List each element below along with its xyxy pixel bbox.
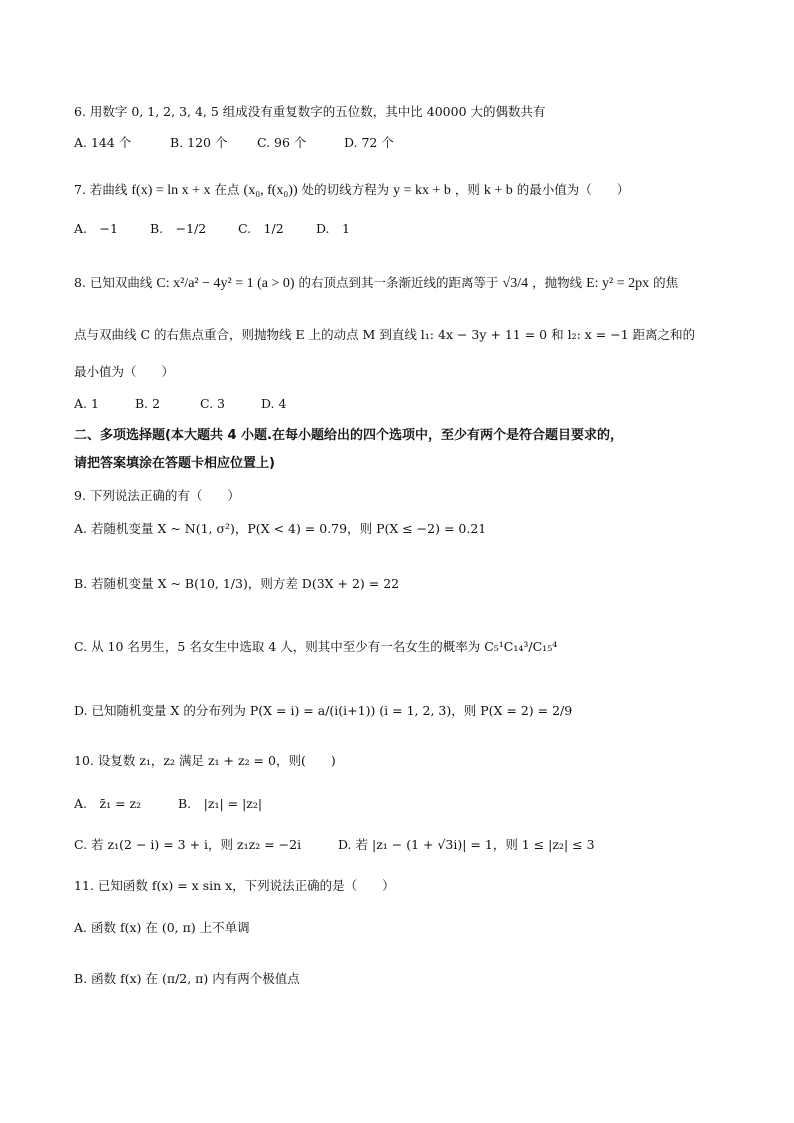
q10-option-c: C. 若 z₁(2 − i) = 3 + i，则 z₁z₂ = −2i bbox=[74, 837, 302, 852]
q10-option-d: D. 若 |z₁ − (1 + √3i)| = 1，则 1 ≤ |z₂| ≤ 3 bbox=[337, 837, 595, 852]
q8-options bbox=[74, 395, 286, 413]
q7-option-b: B. −1/2 bbox=[149, 221, 207, 236]
q9-option-d: D. 已知随机变量 X 的分布列为 P(X = i) = a/(i(i+1)) (i = 1, 2, 3)，则 P(X = 2) = 2/9 bbox=[74, 703, 573, 718]
q10-option-a: A. z̄₁ = z₂ bbox=[74, 796, 142, 811]
q9-stem: 9. 下列说法正确的有（ ） bbox=[74, 488, 240, 503]
q9-option-c: C. 从 10 名男生，5 名女生中选取 4 人，则其中至少有一名女生的概率为 C₅¹C₁₄³/C₁₅⁴ bbox=[74, 639, 558, 654]
q7-options bbox=[74, 220, 350, 238]
q8-parabola: E: y² = 2px bbox=[586, 276, 650, 291]
q11-option-a: A. 函数 f(x) 在 (0, π) 上不单调 bbox=[74, 920, 250, 935]
q7-tangent: y = kx + b bbox=[393, 183, 451, 198]
q10-options-cd bbox=[74, 836, 595, 854]
q8-option-a: A. 1 bbox=[74, 396, 99, 411]
q6-stem: 6. 用数字 0, 1, 2, 3, 4, 5 组成没有重复数字的五位数，其中比 40000 大的偶数共有 bbox=[74, 104, 546, 119]
q9-option-a: A. 若随机变量 X ~ N(1, σ²)，P(X < 4) = 0.79，则 P(X ≤ −2) = 0.21 bbox=[74, 521, 487, 536]
q8-stem-line3: 最小值为（ ） bbox=[74, 364, 175, 379]
q8-option-b: B. 2 bbox=[134, 396, 161, 411]
q6-option-a: A. 144 个 bbox=[74, 135, 132, 150]
q9-option-b: B. 若随机变量 X ~ B(10, 1/3)，则方差 D(3X + 2) = 22 bbox=[74, 576, 400, 591]
q8-distance: √3/4 bbox=[502, 276, 529, 291]
q8-stem: 8. 已知双曲线 C: x²/a² − 4y² = 1 (a > 0) 的右顶点到其一条渐近线的距离等于 √3/4 ，抛物线 E: y² = 2px 的焦 bbox=[74, 275, 679, 291]
q7-stem: 7. 若曲线 f(x) = ln x + x 在点 (x₀, f(x₀)) 处的切线方程为 y = kx + b ，则 k + b 的最小值为（ ） bbox=[74, 182, 630, 198]
q10-options-ab bbox=[74, 795, 262, 813]
section-2-heading-line2: 请把答案填涂在答题卡相应位置上) bbox=[74, 456, 275, 471]
q11-stem: 11. 已知函数 f(x) = x sin x，下列说法正确的是（ ） bbox=[74, 878, 395, 893]
q6-option-b: B. 120 个 bbox=[169, 135, 228, 150]
q7-option-c: C. 1/2 bbox=[237, 221, 284, 236]
q7-option-d: D. 1 bbox=[315, 221, 350, 236]
q10-option-b: B. |z₁| = |z₂| bbox=[177, 796, 263, 811]
q7-point: (x₀, f(x₀)) bbox=[243, 183, 298, 198]
q6-option-c: C. 96 个 bbox=[256, 135, 307, 150]
q10-stem: 10. 设复数 z₁，z₂ 满足 z₁ + z₂ = 0，则( ) bbox=[74, 753, 336, 768]
q7-function: f(x) = ln x + x bbox=[131, 183, 211, 198]
q8-hyperbola: C: x²/a² − 4y² = 1 (a > 0) bbox=[156, 276, 295, 291]
q11-option-b: B. 函数 f(x) 在 (π/2, π) 内有两个极值点 bbox=[74, 971, 300, 986]
q8-stem-line2: 点与双曲线 C 的右焦点重合，则抛物线 E 上的动点 M 到直线 l₁: 4x − 3y + 11 = 0 和 l₂: x = −1 距离之和的 bbox=[74, 327, 696, 342]
q7-expression: k + b bbox=[483, 183, 513, 198]
q8-option-d: D. 4 bbox=[260, 396, 287, 411]
q6-options bbox=[74, 134, 394, 152]
q7-option-a: A. −1 bbox=[74, 221, 118, 236]
section-2-heading: 二、多项选择题(本大题共 4 小题.在每小题给出的四个选项中，至少有两个是符合题目要求的， bbox=[74, 428, 623, 443]
q8-option-c: C. 3 bbox=[199, 396, 225, 411]
q6-option-d: D. 72 个 bbox=[343, 135, 394, 150]
